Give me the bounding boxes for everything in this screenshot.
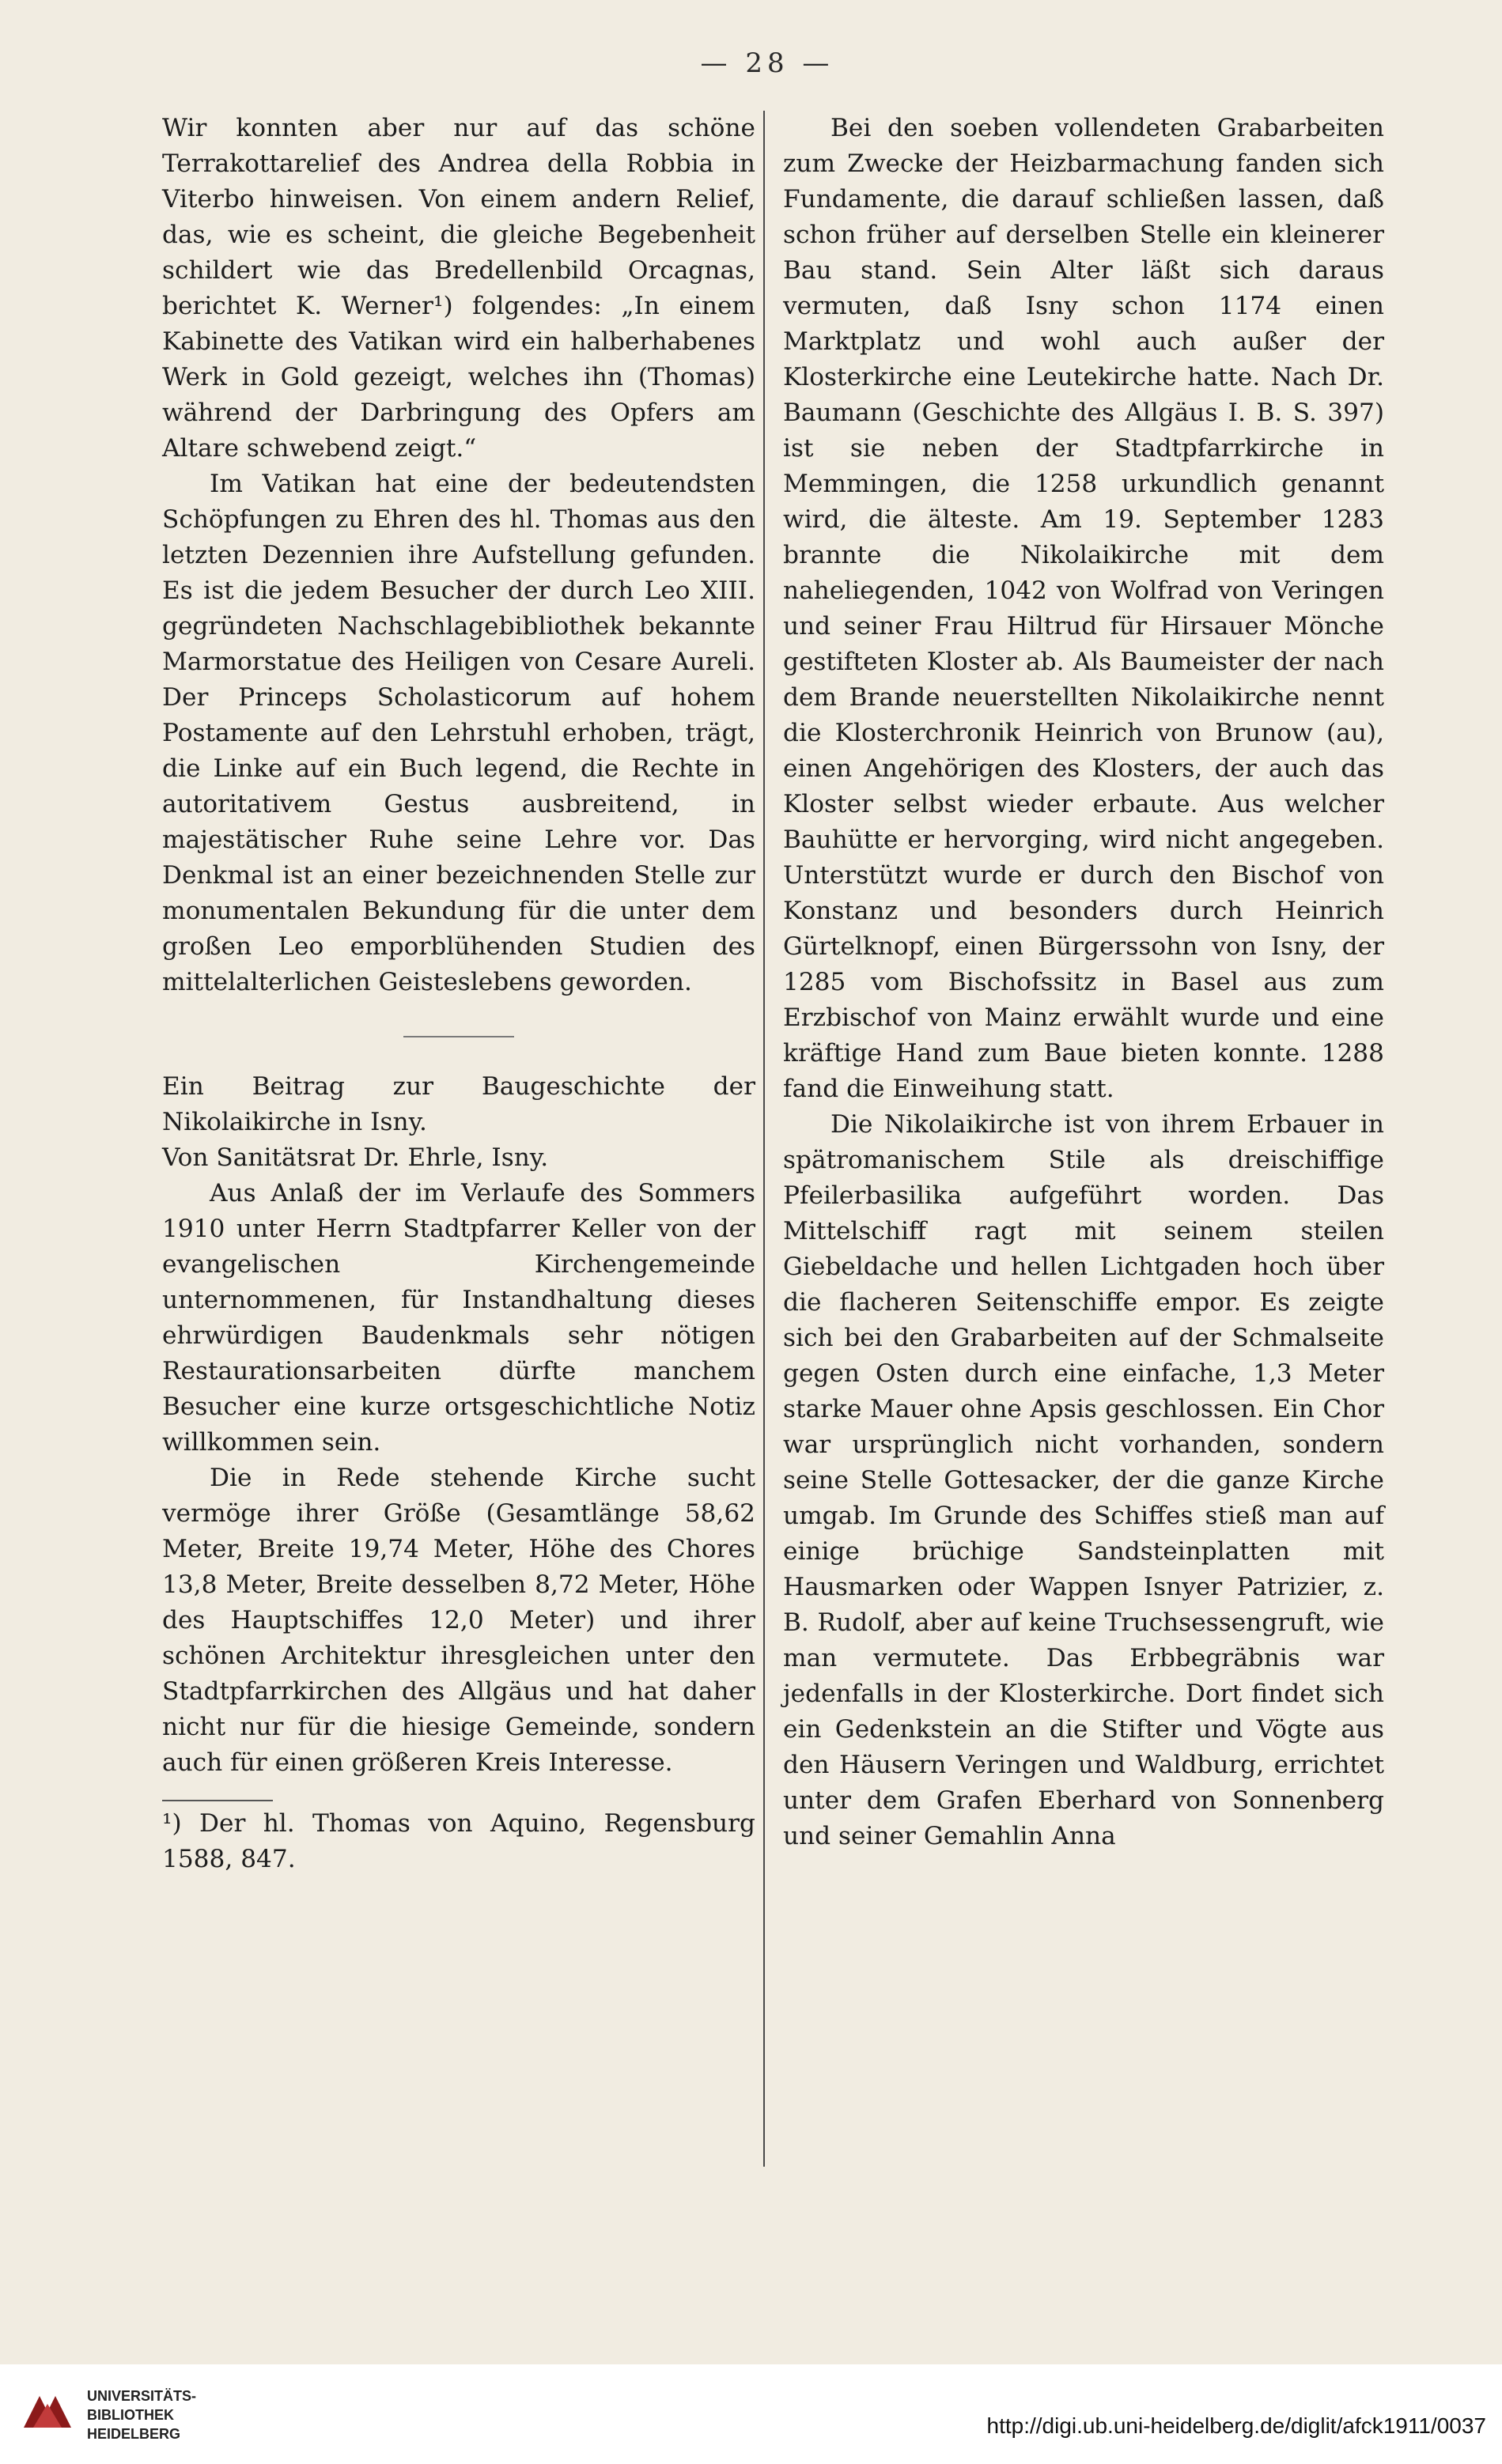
source-url[interactable]: http://digi.ub.uni-heidelberg.de/diglit/afck1911/0037 [986, 2413, 1486, 2438]
footnote: ¹) Der hl. Thomas von Aquino, Regensburg 1588, 847. [162, 1809, 755, 1873]
paragraph: Aus Anlaß der im Verlaufe des Sommers 1910 unter Herrn Stadtpfarrer Keller von der evangelischen Kirchengemeinde unternommenen, für Instandhaltung dieses ehrwürdigen Baudenkmals sehr nötigen Restaurationsarbeiten dürfte manchem Besucher eine kurze ortsgeschichtliche Notiz willkommen sein. [162, 1179, 755, 1457]
article-title: Ein Beitrag zur Baugeschichte der Nikolaikirche in Isny. [162, 1072, 755, 1136]
paragraph: Die in Rede stehende Kirche sucht vermöge ihrer Größe (Gesamtlänge 58,62 Meter, Breite 19,74 Meter, Höhe des Chores 13,8 Meter, Breite desselben 8,72 Meter, Höhe des Hauptschiffes 12,0 Meter) und ihrer schönen Architektur ihresgleichen unter den Stadtpfarrkirchen des Allgäus und hat daher nicht nur für die hiesige Gemeinde, sondern auch für einen größeren Kreis Interesse. [162, 1464, 755, 1777]
paragraph: Die Nikolaikirche ist von ihrem Erbauer in spätromanischem Stile als dreischiffige Pfeilerbasilika aufgeführt worden. Das Mittelschiff ragt mit seinem steilen Giebeldache und hellen Lichtgaden hoch über die flacheren Seitenschiffe empor. Es zeigte sich bei den Grabarbeiten auf der Schmalseite gegen Osten durch eine einfache, 1,3 Meter starke Mauer ohne Apsis geschlossen. Ein Chor war ursprünglich nicht vorhanden, sondern seine Stelle Gottesacker, der die ganze Kirche umgab. Im Grunde des Schiffes stieß man auf einige brüchige Sandsteinplatten mit Hausmarken oder Wappen Isnyer Patrizier, z. B. Rudolf, aber auf keine Truchsessengruft, wie man vermutete. Das Erbbegräbnis war jedenfalls in der Klosterkirche. Dort findet sich ein Gedenkstein an die Stifter und Vögte aus den Häusern Veringen und Waldburg, errichtet unter dem Grafen Eberhard von Sonnenberg und seiner Gemahlin Anna [783, 1110, 1384, 1850]
section-divider [403, 1036, 514, 1037]
right-column [783, 111, 1384, 1854]
paragraph: Bei den soeben vollendeten Grabarbeiten zum Zwecke der Heizbarmachung fanden sich Fundamente, die darauf schließen lassen, daß schon früher auf derselben Stelle ein kleinerer Bau stand. Sein Alter läßt sich daraus vermuten, daß Isny schon 1174 einen Marktplatz und wohl auch außer der Klosterkirche eine Leutekirche hatte. Nach Dr. Baumann (Geschichte des Allgäus I. B. S. 397) ist sie neben der Stadtpfarrkirche in Memmingen, die 1258 urkundlich genannt wird, die älteste. Am 19. September 1283 brannte die Nikolaikirche mit dem naheliegenden, 1042 von Wolfrad von Veringen und seiner Frau Hiltrud für Hirsauer Mönche gestifteten Kloster ab. Als Baumeister der nach dem Brande neuerstellten Nikolaikirche nennt die Klosterchronik Heinrich von Brunow (au), einen Angehörigen des Klosters, der auch das Kloster selbst wieder erbaute. Aus welcher Bauhütte er hervorging, wird nicht angegeben. Unterstützt wurde er durch den Bischof von Konstanz und besonders durch Heinrich Gürtelknopf, einen Bürgerssohn von Isny, der 1285 vom Bischofssitz in Basel aus zum Erzbischof von Mainz erwählt wurde und eine kräftige Hand zum Baue bieten konnte. 1288 fand die Einweihung statt. [783, 114, 1384, 1103]
page-number: — 28 — [700, 47, 834, 79]
viewer-footer [0, 2364, 1502, 2464]
column-rule [763, 111, 765, 2167]
university-seal-icon [16, 2388, 79, 2436]
footnote-rule [162, 1800, 273, 1801]
article-byline: Von Sanitätsrat Dr. Ehrle, Isny. [162, 1143, 549, 1172]
paragraph: Wir konnten aber nur auf das schöne Terrakottarelief des Andrea della Robbia in Viterbo hinweisen. Von einem andern Relief, das, wie es scheint, die gleiche Begebenheit schildert wie das Bredellenbild Orcagnas, berichtet K. Werner¹) folgendes: „In einem Kabinette des Vatikan wird ein halberhabenes Werk in Gold gezeigt, welches ihn (Thomas) während der Darbringung des Opfers am Altare schwebend zeigt.“ [162, 114, 755, 463]
institution-name: UNIVERSITÄTS- BIBLIOTHEK HEIDELBERG [87, 2388, 197, 2442]
paragraph: Im Vatikan hat eine der bedeutendsten Schöpfungen zu Ehren des hl. Thomas aus den letzten Dezennien ihre Aufstellung gefunden. Es ist die jedem Besucher der durch Leo XIII. gegründeten Nachschlagebibliothek bekannte Marmorstatue des Heiligen von Cesare Aureli. Der Princeps Scholasticorum auf hohem Postamente auf den Lehrstuhl erhoben, trägt, die Linke auf ein Buch legend, die Rechte in autoritativem Gestus ausbreitend, in majestätischer Ruhe seine Lehre vor. Das Denkmal ist an einer bezeichnenden Stelle zur monumentalen Bekundung für die unter dem großen Leo emporblühenden Studien des mittelalterlichen Geisteslebens geworden. [162, 470, 755, 996]
left-column [162, 111, 755, 1877]
